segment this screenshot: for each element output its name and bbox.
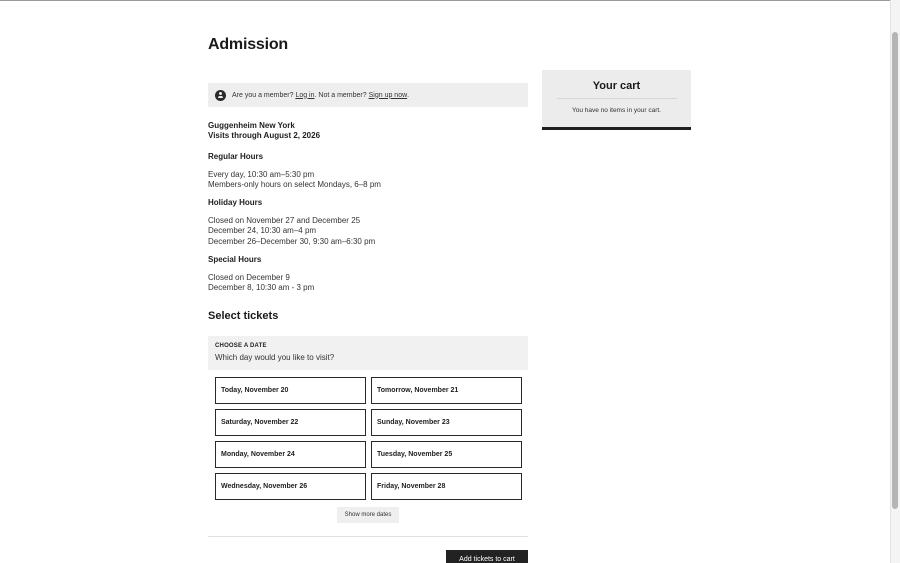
date-option[interactable]: Friday, November 28 <box>371 473 522 500</box>
user-icon <box>215 90 226 101</box>
date-option[interactable]: Saturday, November 22 <box>215 409 366 436</box>
scrollbar[interactable] <box>890 0 900 563</box>
location-info <box>208 121 320 141</box>
hours-line: December 24, 10:30 am–4 pm <box>208 226 317 236</box>
choose-date-label: CHOOSE A DATE <box>215 343 267 349</box>
holiday-hours-text <box>208 216 375 247</box>
date-option[interactable]: Tuesday, November 25 <box>371 441 522 468</box>
select-tickets-heading: Select tickets <box>208 310 279 322</box>
cart-divider <box>557 98 677 99</box>
scrollbar-thumb[interactable] <box>892 32 898 509</box>
add-to-cart-button[interactable]: Add tickets to cart <box>446 550 528 563</box>
member-suffix: . <box>407 91 410 99</box>
visit-window: Visits through August 2, 2026 <box>208 131 321 140</box>
date-option[interactable]: Today, November 20 <box>215 377 366 404</box>
date-option[interactable]: Tomorrow, November 21 <box>371 377 522 404</box>
date-option[interactable]: Monday, November 24 <box>215 441 366 468</box>
special-hours-text <box>208 273 314 294</box>
member-prefix: Are you a member? <box>232 91 294 99</box>
special-hours-heading: Special Hours <box>208 255 262 264</box>
cart-title: Your cart <box>592 80 641 92</box>
top-border <box>0 0 900 1</box>
choose-date-panel <box>208 336 528 370</box>
hours-line: December 26–December 30, 9:30 am–6:30 pm <box>208 236 376 246</box>
signup-link[interactable]: Sign up now <box>368 91 408 99</box>
cart-panel <box>542 70 691 130</box>
member-middle: . Not a member? <box>314 91 367 99</box>
holiday-hours-heading: Holiday Hours <box>208 198 263 207</box>
hours-line: Closed on November 27 and December 25 <box>208 216 361 225</box>
show-more-dates-button[interactable]: Show more dates <box>337 507 399 523</box>
date-options <box>215 377 522 500</box>
choose-date-question: Which day would you like to visit? <box>215 353 335 362</box>
date-option[interactable]: Wednesday, November 26 <box>215 473 366 500</box>
member-banner <box>208 83 528 107</box>
hours-line: Members-only hours on select Mondays, 6–8 pm <box>208 180 381 190</box>
hours-line: December 8, 10:30 am - 3 pm <box>208 283 315 293</box>
cart-empty-text: You have no items in your cart. <box>571 107 661 114</box>
divider <box>208 536 528 537</box>
regular-hours-text <box>208 170 381 191</box>
date-option[interactable]: Sunday, November 23 <box>371 409 522 436</box>
regular-hours-heading: Regular Hours <box>208 152 264 161</box>
location-name: Guggenheim New York <box>208 121 295 130</box>
page-title: Admission <box>208 36 288 53</box>
hours-line: Closed on December 9 <box>208 273 290 282</box>
login-link[interactable]: Log in <box>295 91 315 99</box>
hours-line: Every day, 10:30 am–5:30 pm <box>208 170 315 179</box>
